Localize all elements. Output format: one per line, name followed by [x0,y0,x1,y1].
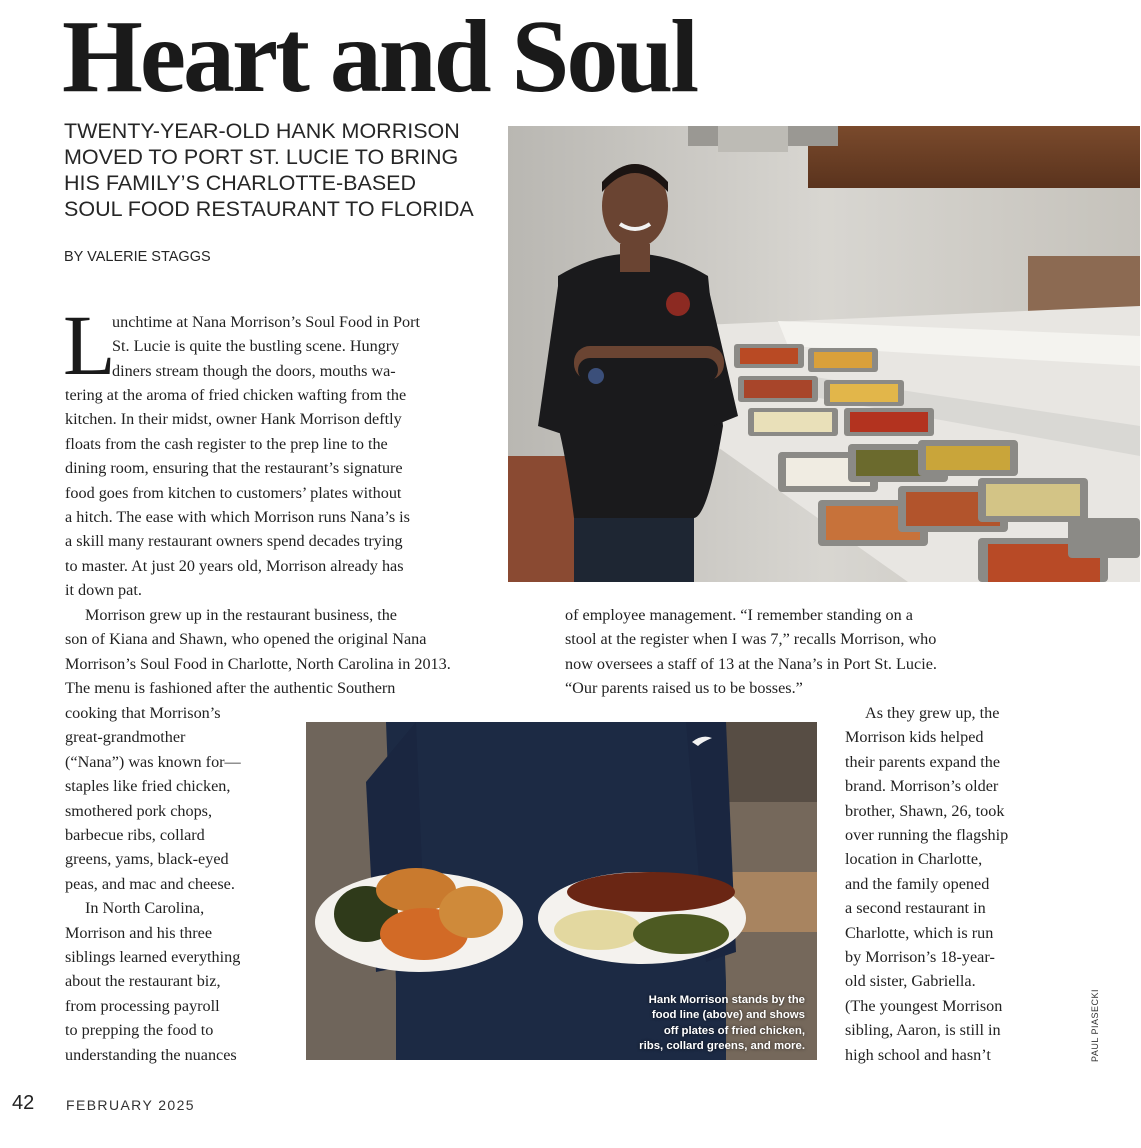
text-line: stool at the register when I was 7,” recalls Morrison, who [565,630,937,649]
text-line: their parents expand the [845,752,1001,771]
deck-line: MOVED TO PORT ST. LUCIE TO BRING [64,145,459,169]
photo-food-line-illustration [508,126,1140,582]
text-line: staples like fried chicken, [65,777,231,796]
deck-line: SOUL FOOD RESTAURANT TO FLORIDA [64,197,474,221]
text-line: The menu is fashioned after the authentic Southern [65,679,396,698]
text-line: of employee management. “I remember standing on a [565,606,913,624]
text-line: siblings learned everything [65,948,241,967]
text-line: Charlotte, which is run [845,923,994,942]
caption-line: Hank Morrison stands by the [648,994,805,1007]
right-narrow-column [845,701,1008,1067]
text-line: kitchen. In their midst, owner Hank Morrison deftly [65,410,402,429]
text-line: “Our parents raised us to be bosses.” [565,679,803,698]
text-line: by Morrison’s 18-year- [845,948,995,967]
text-line: St. Lucie is quite the bustling scene. Hungry [112,337,400,356]
text-line: to master. At just 20 years old, Morrison already has [65,556,404,575]
text-line: diners stream though the doors, mouths wa- [112,361,396,380]
headline: Heart and Soul [62,0,697,114]
text-line: In North Carolina, [85,899,205,918]
byline: BY VALERIE STAGGS [64,249,211,265]
photo-food-line [508,126,1140,582]
caption-line: off plates of fried chicken, [663,1024,805,1037]
deck-line: TWENTY-YEAR-OLD HANK MORRISON [64,119,460,143]
text-line: cooking that Morrison’s [65,704,221,722]
text-line: over running the flagship [845,826,1009,845]
text-line: and the family opened [845,874,990,893]
text-line: Morrison grew up in the restaurant business, the [85,606,397,624]
issue-date: FEBRUARY 2025 [66,1097,195,1113]
paragraph-2-wide [65,603,451,701]
text-line: unchtime at Nana Morrison’s Soul Food in Port [112,313,420,331]
paragraph-1 [65,383,410,603]
photo-plates [306,722,817,1060]
text-line: dining room, ensuring that the restaurant’s signature [65,459,403,478]
text-line: smothered pork chops, [65,801,213,820]
text-line: (“Nana”) was known for— [65,752,241,771]
text-line: son of Kiana and Shawn, who opened the original Nana [65,630,427,649]
text-line: a hitch. The ease with which Morrison runs Nana’s is [65,508,410,527]
text-line: Morrison’s Soul Food in Charlotte, North Carolina in 2013. [65,654,451,673]
caption-line: food line (above) and shows [651,1009,805,1022]
text-line: great-grandmother [65,728,186,747]
right-column-top [565,603,937,701]
text-line: barbecue ribs, collard [65,826,205,845]
text-line: (The youngest Morrison [845,996,1003,1015]
text-line: floats from the cash register to the prep line to the [65,434,388,453]
page-number: 42 [12,1092,35,1114]
deck-line: HIS FAMILY’S CHARLOTTE-BASED [64,171,417,195]
paragraph-1-top [112,310,420,383]
text-line: it down pat. [65,581,142,600]
text-line: from processing payroll [65,996,220,1015]
text-line: brand. Morrison’s older [845,777,999,796]
text-line: a skill many restaurant owners spend decades trying [65,532,403,551]
text-line: a second restaurant in [845,899,986,918]
caption-line: ribs, collard greens, and more. [639,1039,805,1052]
text-line: sibling, Aaron, is still in [845,1021,1001,1040]
photo-caption [625,993,805,1054]
text-line: food goes from kitchen to customers’ plates without [65,483,402,502]
drop-cap: L [63,297,116,393]
text-line: now oversees a staff of 13 at the Nana’s in Port St. Lucie. [565,654,937,673]
text-line: about the restaurant biz, [65,972,221,991]
text-line: As they grew up, the [865,704,1000,722]
text-line: Morrison and his three [65,923,213,942]
left-narrow-column [65,701,241,1067]
deck [64,118,504,222]
photo-credit: PAUL PIASECKI [1090,988,1100,1062]
text-line: brother, Shawn, 26, took [845,801,1005,820]
text-line: peas, and mac and cheese. [65,874,235,893]
text-line: location in Charlotte, [845,850,983,869]
text-line: understanding the nuances [65,1045,237,1064]
text-line: Morrison kids helped [845,728,984,747]
text-line: greens, yams, black-eyed [65,850,229,869]
text-line: tering at the aroma of fried chicken wafting from the [65,386,407,404]
text-line: high school and hasn’t [845,1045,991,1064]
text-line: to prepping the food to [65,1021,214,1040]
text-line: old sister, Gabriella. [845,972,976,991]
plate-right [538,872,746,964]
